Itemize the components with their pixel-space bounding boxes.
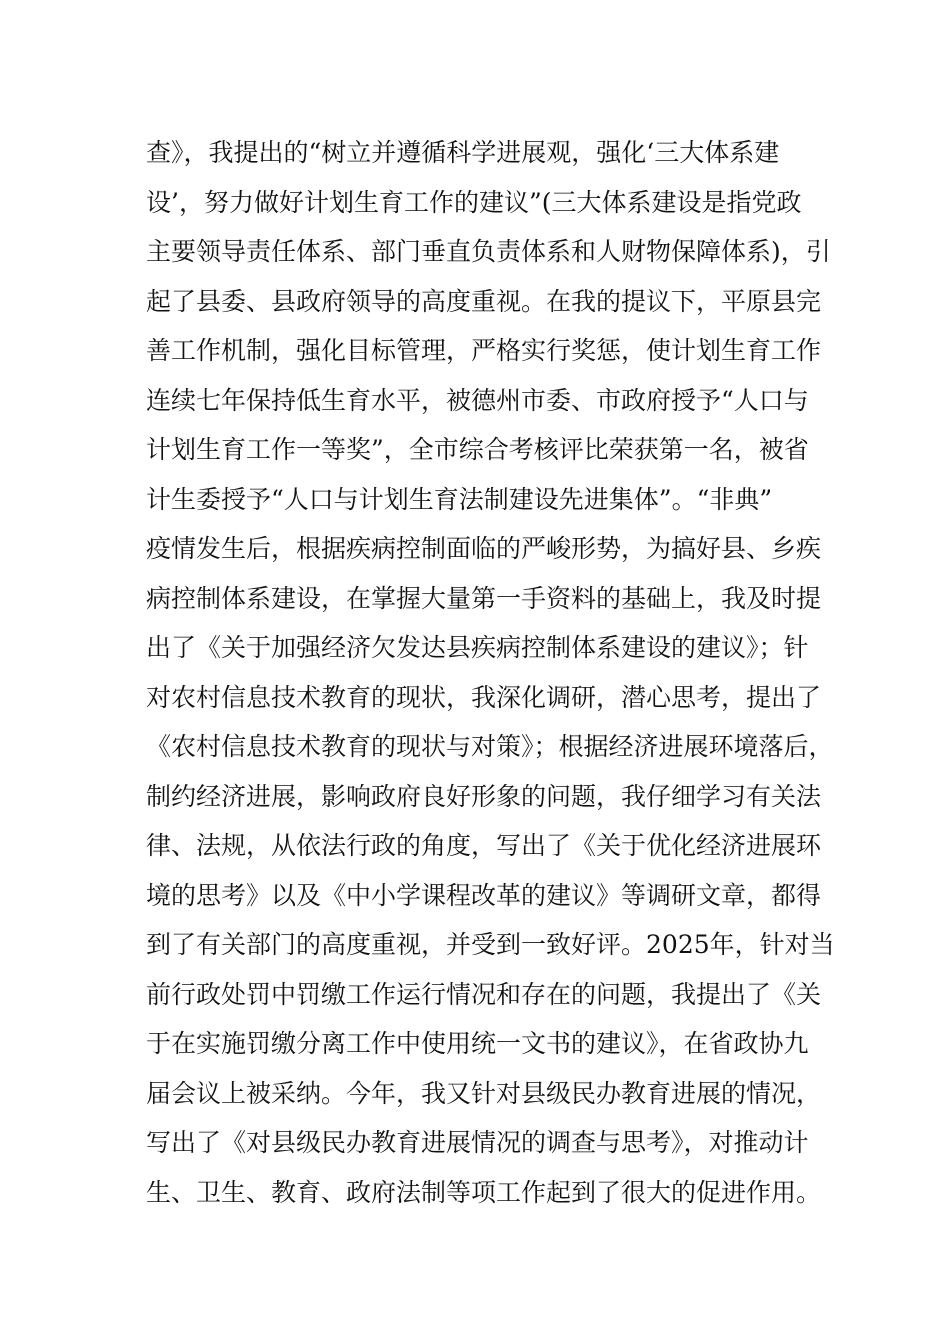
text-line: 计划生育工作一等奖”，全市综合考核评比荣获第一名，被省	[146, 435, 809, 464]
text-line: 境的思考》以及《中小学课程改革的建议》等调研文章，都得	[146, 880, 822, 910]
text-line: 病控制体系建设，在掌握大量第一手资料的基础上，我及时提	[146, 583, 822, 613]
text-line: 连续七年保持低生育水平，被德州市委、市政府授予“人口与	[146, 385, 809, 415]
text-line: 出了《关于加强经济欠发达县疾病控制体系建设的建议》；针	[146, 633, 809, 662]
text-line: 对农村信息技术教育的现状，我深化调研，潜心思考，提出了	[146, 682, 822, 712]
text-line: 于在实施罚缴分离工作中使用统一文书的建议》，在省政协九	[146, 1029, 809, 1058]
text-line: 设’，努力做好计划生育工作的建议”(三大体系建设是指党政	[146, 187, 802, 217]
text-line: 查》，我提出的“树立并遵循科学进展观，强化‘三大体系建	[146, 138, 780, 167]
text-line: 制约经济进展，影响政府良好形象的问题，我仔细学习有关法	[146, 781, 822, 811]
text-line: 前行政处罚中罚缴工作运行情况和存在的问题，我提出了《关	[146, 979, 822, 1009]
text-line: 届会议上被采纳。今年，我又针对县级民办教育进展的情况，	[146, 1078, 822, 1108]
text-line: 计生委授予“人口与计划生育法制建设先进集体”。“非典”	[146, 484, 773, 514]
text-line: 善工作机制，强化目标管理，严格实行奖惩，使计划生育工作	[146, 336, 822, 365]
text-line: 主要领导责任体系、部门垂直负责体系和人财物保障体系)，引	[146, 237, 831, 266]
text-line: 到了有关部门的高度重视，并受到一致好评。2025年，针对当	[146, 930, 835, 959]
text-line: 疫情发生后，根据疾病控制面临的严峻形势，为搞好县、乡疾	[146, 534, 822, 563]
text-line: 写出了《对县级民办教育进展情况的调查与思考》，对推动计	[146, 1128, 809, 1157]
text-line: 生、卫生、教育、政府法制等项工作起到了很大的促进作用。	[146, 1177, 822, 1207]
text-line: 《农村信息技术教育的现状与对策》；根据经济进展环境落后，	[146, 732, 834, 761]
text-line: 起了县委、县政府领导的高度重视。在我的提议下，平原县完	[146, 286, 822, 316]
text-line: 律、法规，从依法行政的角度，写出了《关于优化经济进展环	[146, 831, 822, 860]
body-paragraph	[146, 128, 836, 1217]
